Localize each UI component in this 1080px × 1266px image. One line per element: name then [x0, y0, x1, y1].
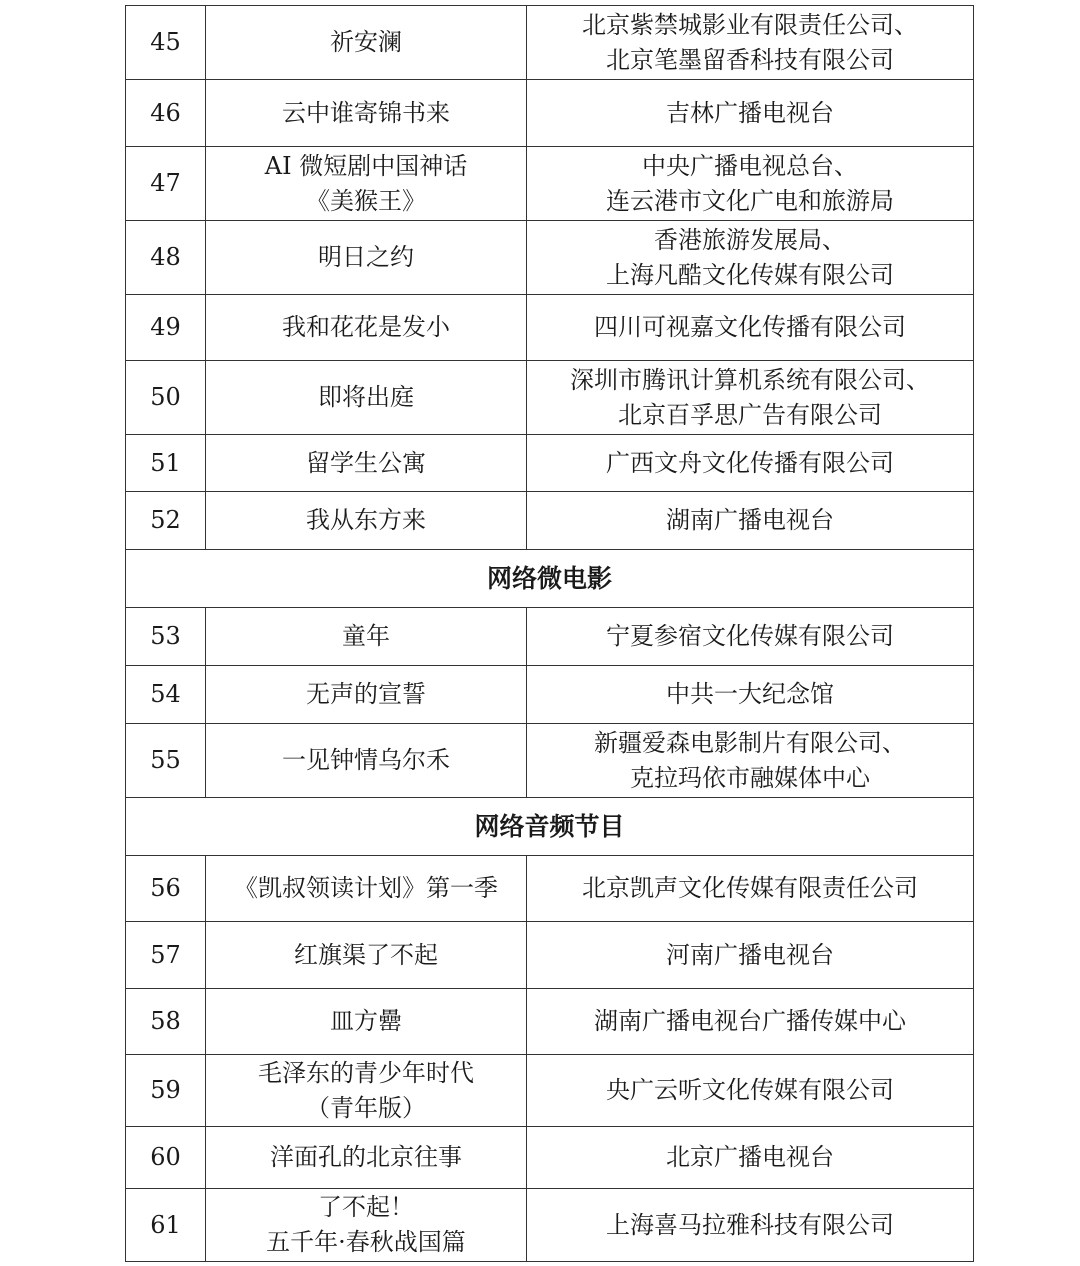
table-row — [126, 492, 974, 550]
row-number: 49 — [126, 295, 206, 361]
organization-cell — [527, 856, 974, 922]
work-title: 了不起！ — [318, 1193, 414, 1221]
organization-name: 连云港市文化广电和旅游局 — [606, 186, 894, 215]
row-number: 54 — [126, 666, 206, 724]
work-title: （青年版） — [306, 1093, 426, 1122]
work-title: 毛泽东的青少年时代 — [258, 1058, 474, 1087]
organization-name: 深圳市腾讯计算机系统有限公司、 — [570, 365, 930, 394]
work-title-cell — [206, 922, 527, 989]
organization-name: 央广云听文化传媒有限公司 — [606, 1076, 894, 1104]
organization-name: 北京广播电视台 — [666, 1143, 834, 1171]
table-row — [126, 1055, 974, 1127]
work-title: 祈安澜 — [330, 28, 402, 56]
table-row — [126, 435, 974, 492]
work-title-cell — [206, 295, 527, 361]
table-row — [126, 724, 974, 798]
work-title: 留学生公寓 — [306, 448, 426, 477]
organization-cell — [527, 724, 974, 798]
work-title: 皿方罍 — [330, 1007, 402, 1035]
work-title: 红旗渠了不起 — [294, 940, 438, 969]
table-row — [126, 989, 974, 1055]
table-body — [126, 6, 974, 1262]
work-title: 即将出庭 — [318, 383, 414, 411]
table-row — [126, 922, 974, 989]
organization-cell — [527, 1189, 974, 1262]
row-number: 58 — [126, 989, 206, 1055]
row-number: 60 — [126, 1127, 206, 1189]
table-row — [126, 295, 974, 361]
organization-name: 北京笔墨留香科技有限公司 — [606, 45, 894, 74]
row-number: 46 — [126, 80, 206, 147]
work-title-cell — [206, 221, 527, 295]
work-title-cell — [206, 1055, 527, 1127]
organization-name: 中共一大纪念馆 — [666, 680, 834, 708]
organization-cell — [527, 608, 974, 666]
row-number: 61 — [126, 1189, 206, 1262]
work-title-cell — [206, 6, 527, 80]
work-title-cell — [206, 147, 527, 221]
organization-cell — [527, 1127, 974, 1189]
row-number: 59 — [126, 1055, 206, 1127]
work-title-cell — [206, 724, 527, 798]
organization-name: 中央广播电视总台、 — [642, 151, 858, 180]
work-title-cell — [206, 80, 527, 147]
organization-cell — [527, 361, 974, 435]
work-title: 五千年·春秋战国篇 — [266, 1228, 466, 1256]
work-title: 明日之约 — [318, 243, 414, 271]
organization-cell — [527, 221, 974, 295]
work-title-cell — [206, 989, 527, 1055]
work-title: 我从东方来 — [306, 506, 426, 534]
organization-name: 上海喜马拉雅科技有限公司 — [606, 1210, 894, 1239]
work-title: 我和花花是发小 — [282, 313, 450, 341]
table-row — [126, 1189, 974, 1262]
organization-name: 北京凯声文化传媒有限责任公司 — [582, 874, 918, 902]
work-title-cell — [206, 492, 527, 550]
organization-cell — [527, 1055, 974, 1127]
organization-name: 广西文舟文化传播有限公司 — [606, 448, 894, 477]
section-header-row — [126, 550, 974, 608]
table-row — [126, 147, 974, 221]
organization-cell — [527, 492, 974, 550]
organization-name: 上海凡酷文化传媒有限公司 — [606, 260, 894, 289]
table-row — [126, 856, 974, 922]
organization-cell — [527, 435, 974, 492]
row-number: 50 — [126, 361, 206, 435]
organization-cell — [527, 666, 974, 724]
work-title: 《美猴王》 — [306, 186, 426, 215]
row-number: 56 — [126, 856, 206, 922]
row-number: 52 — [126, 492, 206, 550]
row-number: 47 — [126, 147, 206, 221]
organization-name: 北京百孚思广告有限公司 — [618, 400, 882, 429]
organization-name: 四川可视嘉文化传播有限公司 — [594, 313, 906, 341]
table-row — [126, 221, 974, 295]
organization-cell — [527, 80, 974, 147]
organization-name: 湖南广播电视台 — [666, 506, 834, 534]
work-title-cell — [206, 1127, 527, 1189]
work-title-cell — [206, 856, 527, 922]
organization-name: 河南广播电视台 — [666, 940, 834, 969]
organization-cell — [527, 922, 974, 989]
organization-cell — [527, 989, 974, 1055]
section-header: 网络微电影 — [126, 550, 974, 608]
work-title: 洋面孔的北京往事 — [270, 1143, 462, 1171]
awards-table — [125, 5, 974, 1262]
organization-name: 宁夏参宿文化传媒有限公司 — [606, 622, 894, 650]
table-row — [126, 666, 974, 724]
row-number: 57 — [126, 922, 206, 989]
organization-name: 香港旅游发展局、 — [654, 225, 846, 254]
organization-name: 吉林广播电视台 — [666, 98, 834, 127]
work-title: 一见钟情乌尔禾 — [282, 746, 450, 774]
table-row — [126, 1127, 974, 1189]
work-title-cell — [206, 361, 527, 435]
organization-cell — [527, 147, 974, 221]
organization-name: 北京紫禁城影业有限责任公司、 — [582, 10, 918, 39]
work-title: 云中谁寄锦书来 — [282, 98, 450, 127]
organization-cell — [527, 6, 974, 80]
work-title: 无声的宣誓 — [306, 680, 426, 708]
row-number: 55 — [126, 724, 206, 798]
work-title: AI 微短剧中国神话 — [264, 151, 468, 180]
row-number: 53 — [126, 608, 206, 666]
organization-name: 克拉玛依市融媒体中心 — [630, 763, 870, 792]
row-number: 51 — [126, 435, 206, 492]
organization-name: 新疆爱森电影制片有限公司、 — [594, 728, 906, 757]
organization-name: 湖南广播电视台广播传媒中心 — [594, 1007, 906, 1035]
row-number: 48 — [126, 221, 206, 295]
table-row — [126, 6, 974, 80]
table-row — [126, 361, 974, 435]
row-number: 45 — [126, 6, 206, 80]
work-title-cell — [206, 608, 527, 666]
organization-cell — [527, 295, 974, 361]
work-title-cell — [206, 666, 527, 724]
section-header: 网络音频节目 — [126, 798, 974, 856]
work-title-cell — [206, 1189, 527, 1262]
table-row — [126, 608, 974, 666]
work-title-cell — [206, 435, 527, 492]
work-title: 《凯叔领读计划》第一季 — [234, 874, 498, 902]
table-row — [126, 80, 974, 147]
work-title: 童年 — [342, 622, 390, 650]
section-header-row — [126, 798, 974, 856]
